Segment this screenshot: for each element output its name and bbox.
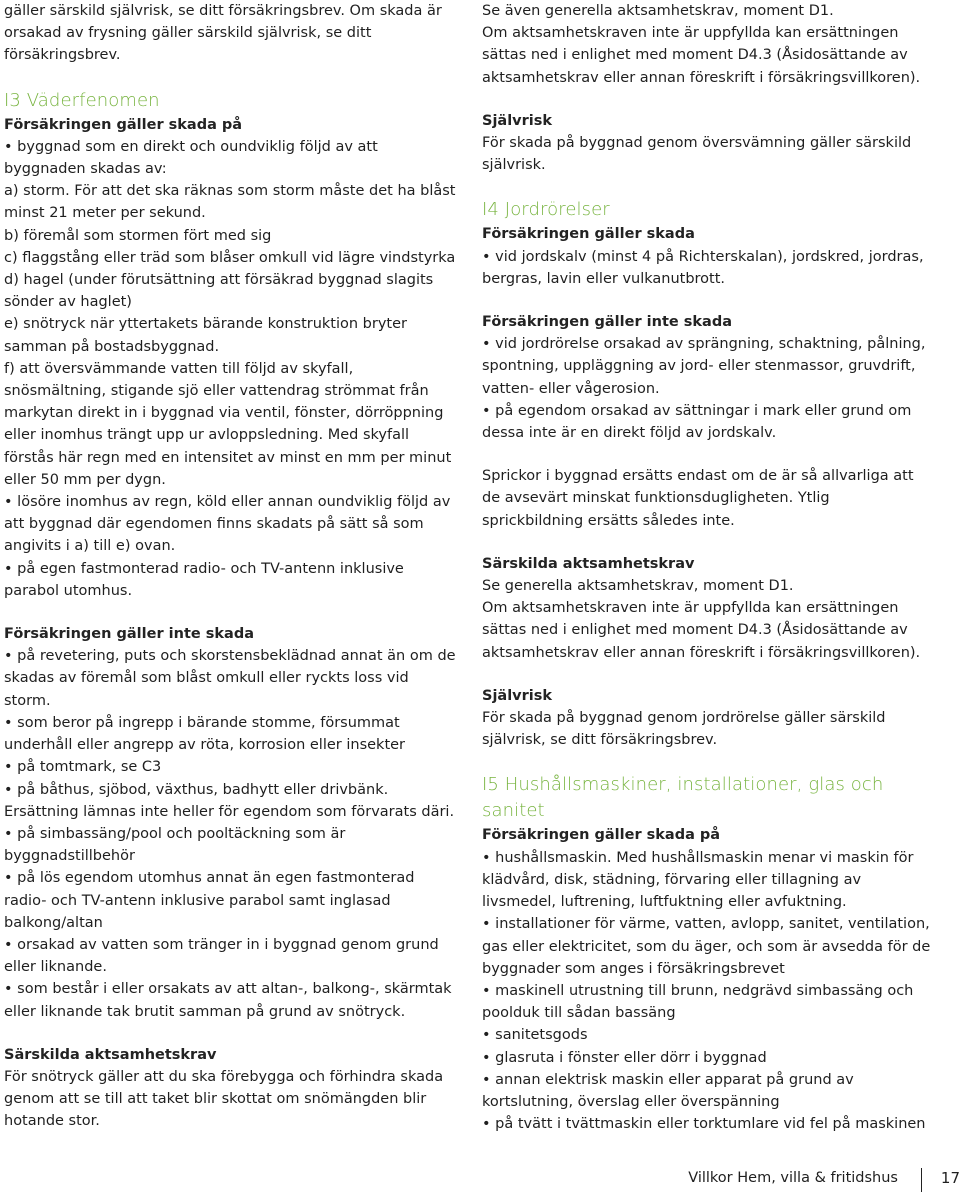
bullet-item: • på tvätt i tvättmaskin eller torktumlare vid fel på maskinen	[482, 1113, 932, 1135]
bullet-item: • byggnad som en direkt och oundviklig följd av att byggnaden skadas av:	[4, 136, 456, 180]
subheading: Särskilda aktsamhetskrav	[4, 1046, 217, 1063]
subheading: Självrisk	[482, 687, 553, 704]
bullet-item: • annan elektrisk maskin eller apparat på grund av kortslutning, överslag eller överspänning	[482, 1069, 932, 1113]
paragraph: Om aktsamhetskraven inte är uppfyllda kan ersättningen sättas ned i enlighet med moment D4.3 (Åsidosättande av aktsamhetskrav eller annan föreskrift i försäkringsvillkoren).	[482, 600, 921, 661]
bullet-item: • vid jordrörelse orsakad av sprängning, schaktning, pålning, spontning, uppläggning av jord- eller stenmassor, gruvdrift, vatten- eller vågerosion.	[482, 333, 932, 400]
paragraph: Se generella aktsamhetskrav, moment D1.	[482, 578, 794, 595]
left-column	[4, 0, 456, 1133]
paragraph: För skada på byggnad genom jordrörelse gäller särskild självrisk, se ditt försäkringsbrev.	[482, 710, 886, 749]
bullet-item: • på revetering, puts och skorstensbeklädnad annat än om de skadas av föremål som blåst omkull eller ryckts loss vid storm.	[4, 645, 456, 712]
subheading: Försäkringen gäller skada på	[4, 116, 243, 133]
subheading: Självrisk	[482, 112, 553, 129]
footer-divider	[921, 1168, 922, 1192]
bullet-item: • installationer för värme, vatten, avlopp, sanitet, ventilation, gas eller elektricitet, som du äger, och som är avsedda för de byggnader som anges i försäkringsbrevet	[482, 913, 932, 980]
bullet-item: • på egendom orsakad av sättningar i mark eller grund om dessa inte är en direkt följd av jordskalv.	[482, 400, 932, 444]
subheading: Särskilda aktsamhetskrav	[482, 555, 695, 572]
bullet-item: • orsakad av vatten som tränger in i byggnad genom grund eller liknande.	[4, 934, 456, 978]
page-footer	[660, 1162, 960, 1190]
section-heading: I5 Hushållsmaskiner, installationer, glas och sanitet	[482, 774, 884, 822]
bullet-item: • hushållsmaskin. Med hushållsmaskin menar vi maskin för klädvård, disk, städning, förvaring eller tillagning av livsmedel, luftrening, luftfuktning eller avfuktning.	[482, 847, 932, 914]
bullet-item: • på lös egendom utomhus annat än egen fastmonterad radio- och TV-antenn inklusive parabol samt inglasad balkong/altan	[4, 867, 456, 934]
bullet-item: • på simbassäng/pool och pooltäckning som är byggnadstillbehör	[4, 823, 456, 867]
bullet-item: • som består i eller orsakats av att altan-, balkong-, skärmtak eller liknande tak brutit samman på grund av snötryck.	[4, 978, 456, 1022]
bullet-item: • på båthus, sjöbod, växthus, badhytt eller drivbänk. Ersättning lämnas inte heller för egendom som förvarats däri.	[4, 779, 456, 823]
bullet-item: • på egen fastmonterad radio- och TV-antenn inklusive parabol utomhus.	[4, 558, 456, 602]
paragraph: c) flaggstång eller träd som blåser omkull vid lägre vindstyrka	[4, 249, 456, 266]
right-column	[482, 0, 932, 1135]
bullet-item: • glasruta i fönster eller dörr i byggnad	[482, 1047, 932, 1069]
paragraph: För skada på byggnad genom översvämning gäller särskild självrisk.	[482, 135, 912, 174]
bullet-item: • lösöre inomhus av regn, köld eller annan oundviklig följd av att byggnad där egendomen finns skadats på sätt så som angivits i a) till e) ovan.	[4, 491, 456, 558]
section-heading: I4 Jordrörelser	[482, 199, 610, 221]
paragraph: För snötryck gäller att du ska förebygga och förhindra skada genom att se till att taket blir skottat om snömängden blir hotande stor.	[4, 1068, 444, 1130]
footer-title: Villkor Hem, villa & fritidshus	[688, 1170, 898, 1186]
subheading: Försäkringen gäller inte skada	[4, 626, 254, 643]
paragraph: Om aktsamhetskraven inte är uppfyllda kan ersättningen sättas ned i enlighet med moment D4.3 (Åsidosättande av aktsamhetskrav eller annan föreskrift i försäkringsvillkoren).	[482, 25, 921, 86]
bullet-item: • som beror på ingrepp i bärande stomme, försummat underhåll eller angrepp av röta, korrosion eller insekter	[4, 712, 456, 756]
paragraph: a) storm. För att det ska räknas som storm måste det ha blåst minst 21 meter per sekund.	[4, 183, 456, 222]
paragraph: b) föremål som stormen fört med sig	[4, 227, 272, 244]
subheading: Försäkringen gäller inte skada	[482, 314, 732, 331]
paragraph: f) att översvämmande vatten till följd av skyfall, snösmältning, stigande sjö eller vattendrag strömmat från markytan direkt in i byggnad via ventil, fönster, dörröppning eller inomhus trängt upp ur avloppsledning. Med skyfall förstås här regn med en intensitet av minst en mm per minut eller 50 mm per dygn.	[4, 360, 452, 488]
bullet-item: • vid jordskalv (minst 4 på Richterskalan), jordskred, jordras, bergras, lavin eller vulkanutbrott.	[482, 246, 932, 290]
section-heading: I3 Väderfenomen	[4, 89, 160, 111]
paragraph: e) snötryck när yttertakets bärande konstruktion bryter samman på bostadsbyggnad.	[4, 316, 407, 355]
subheading: Försäkringen gäller skada på	[482, 827, 721, 844]
paragraph: Sprickor i byggnad ersätts endast om de är så allvarliga att de avsevärt minskat funktionsdugligheten. Ytlig sprickbildning ersätts således inte.	[482, 468, 914, 529]
paragraph: gäller särskild självrisk, se ditt försäkringsbrev. Om skada är orsakad av frysning gäller särskild självrisk, se ditt försäkringsbrev.	[4, 3, 442, 64]
bullet-item: • maskinell utrustning till brunn, nedgrävd simbassäng och poolduk till sådan bassäng	[482, 980, 932, 1024]
page-number: 17	[940, 1169, 960, 1187]
subheading: Försäkringen gäller skada	[482, 226, 695, 243]
paragraph: Se även generella aktsamhetskrav, moment D1.	[482, 3, 834, 19]
bullet-item: • sanitetsgods	[482, 1024, 932, 1046]
paragraph: d) hagel (under förutsättning att försäkrad byggnad slagits sönder av haglet)	[4, 272, 434, 311]
bullet-item: • på tomtmark, se C3	[4, 756, 456, 778]
